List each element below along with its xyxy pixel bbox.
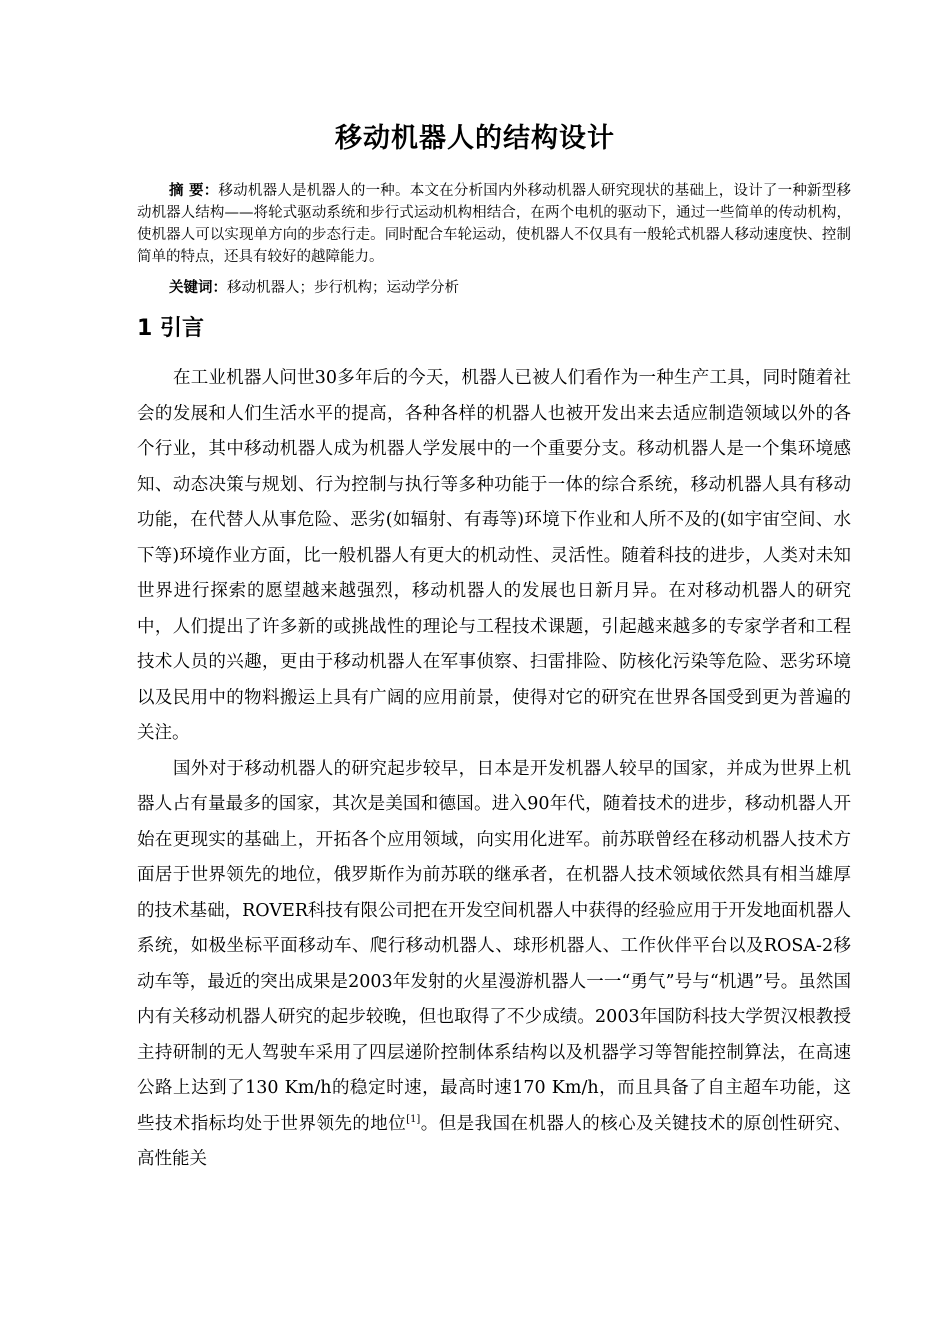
keywords [169, 277, 851, 299]
paragraph-2 [137, 752, 851, 1178]
document-title: 移动机器人的结构设计 [335, 123, 615, 154]
paragraph-2-tail: 。但是我国在机器人的核心及关键技术的原创性研究、高性能关 [137, 1113, 852, 1169]
abstract-label: 摘 要： [169, 183, 219, 199]
abstract [137, 180, 851, 268]
section-heading-introduction: 1 引言 [137, 316, 204, 341]
paragraph-1: 在工业机器人问世30多年后的今天，机器人已被人们看作为一种生产工具，同时随着社会的发展和人们生活水平的提高，各种各样的机器人也被开发出来去适应制造领域以外的各个行业，其中移动机器人成为机器人学发展中的一个重要分支。移动机器人是一个集环境感知、动态决策与规划、行为控制与执行等多种功能于一体的综合系统，移动机器人具有移动功能，在代替人从事危险、恶劣(如辐射、有毒等)环境下作业和人所不及的(如宇宙空间、水下等)环境作业方面，比一般机器人有更大的机动性、灵活性。随着科技的进步，人类对未知世界进行探索的愿望越来越强烈，移动机器人的发展也日新月异。在对移动机器人的研究中，人们提出了许多新的或挑战性的理论与工程技术课题，引起越来越多的专家学者和工程技术人员的兴趣，更由于移动机器人在军事侦察、扫雷排险、防核化污染等危险、恶劣环境以及民用中的物料搬运上具有广阔的应用前景，使得对它的研究在世界各国受到更为普遍的关注。 [137, 368, 851, 743]
paragraph-2-main: 国外对于移动机器人的研究起步较早，日本是开发机器人较早的国家，并成为世界上机器人占有量最多的国家，其次是美国和德国。进入90年代，随着技术的进步，移动机器人开始在更现实的基础上，开拓各个应用领域，向实用化进军。前苏联曾经在移动机器人技术方面居于世界领先的地位，俄罗斯作为前苏联的继承者，在机器人技术领域依然具有相当雄厚的技术基础，ROVER科技有限公司把在开发空间机器人中获得的经验应用于开发地面机器人系统，如极坐标平面移动车、爬行移动机器人、球形机器人、工作伙伴平台以及ROSA-2移动车等，最近的突出成果是2003年发射的火星漫游机器人一一“勇气”号与“机遇”号。虽然国内有关移动机器人研究的起步较晚，但也取得了不少成绩。2003年国防科技大学贺汉根教授主持研制的无人驾驶车采用了四层递阶控制体系结构以及机器学习等智能控制算法，在高速公路上达到了130 Km/h的稳定时速，最高时速170 Km/h，而且具备了自主超车功能，这些技术指标均处于世界领先的地位 [137, 758, 851, 1134]
keywords-label: 关键词： [169, 280, 227, 296]
citation-marker: [1] [406, 1113, 421, 1125]
keywords-text: 移动机器人；步行机构；运动学分析 [227, 280, 459, 296]
abstract-text: 移动机器人是机器人的一种。本文在分析国内外移动机器人研究现状的基础上，设计了一种新型移动机器人结构——将轮式驱动系统和步行式运动机构相结合，在两个电机的驱动下，通过一些简单的传动机构，使机器人可以实现单方向的步态行走。同时配合车轮运动，使机器人不仅具有一般轮式机器人移动速度快、控制简单的特点，还具有较好的越障能力。 [137, 183, 851, 265]
body-text [137, 361, 851, 1178]
